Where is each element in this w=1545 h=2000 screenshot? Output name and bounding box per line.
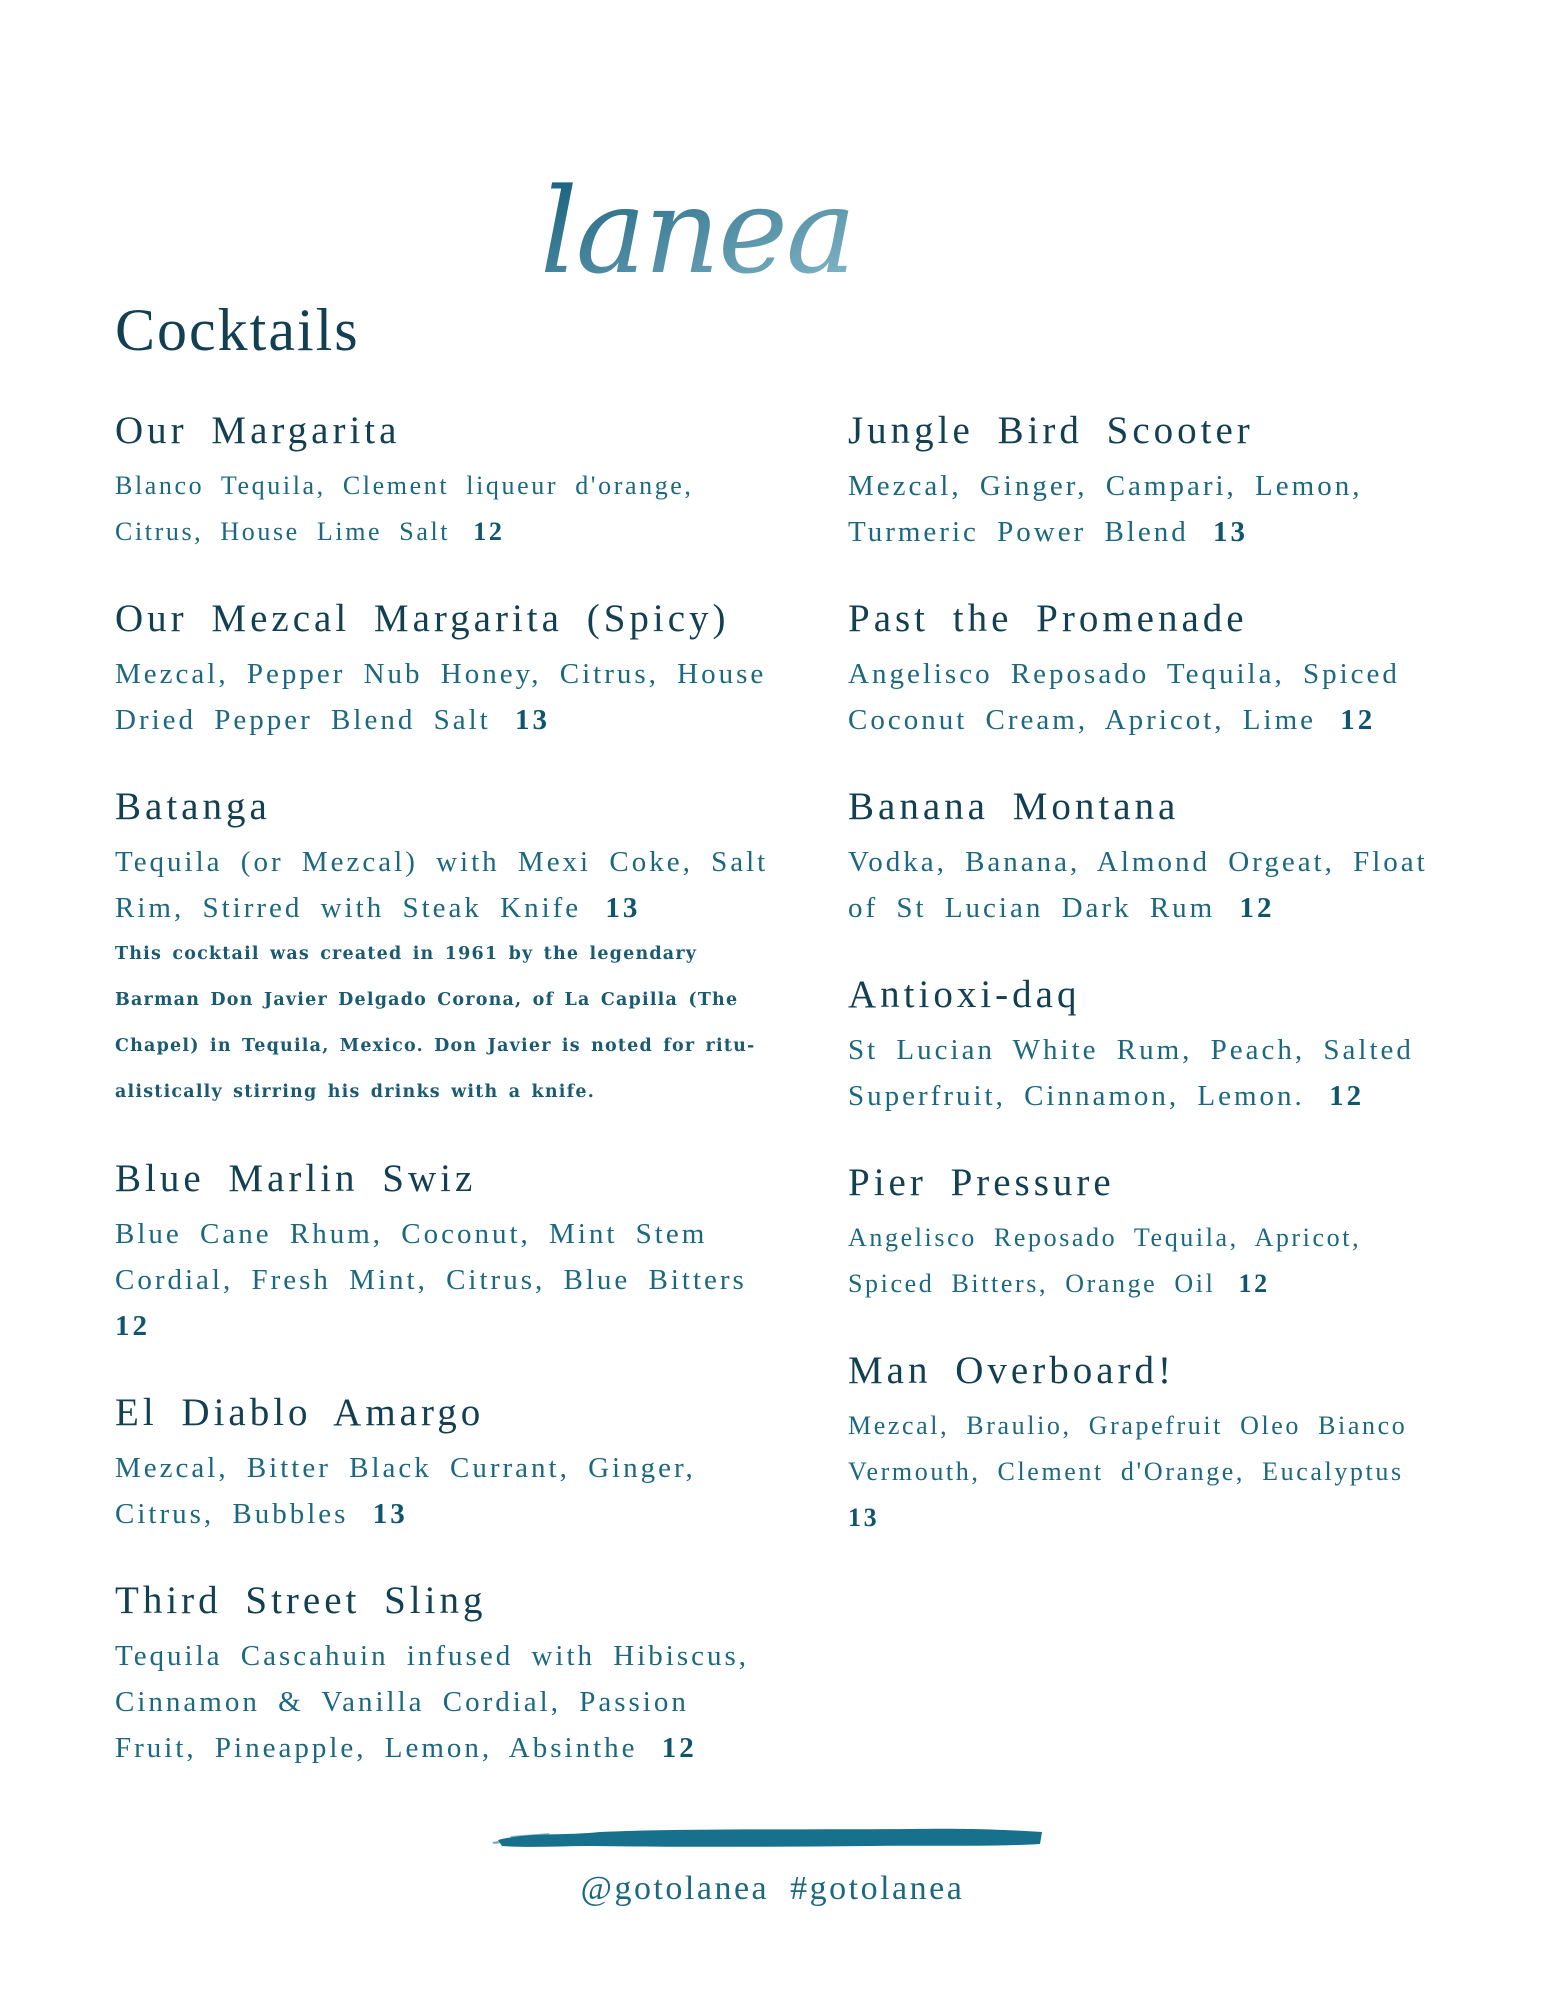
item-name: Banana Montana: [848, 785, 1180, 828]
menu-item-man-overboard: [848, 1345, 1448, 1541]
item-note: This cocktail was created in 1961 by the legendary Barman Don Javier Delgado Corona, of La Capilla (The Chapel) in Tequila, Mexico. Don Javier is noted for ritu-alistically stirring his drinks with a knife.: [115, 944, 756, 1102]
item-description: Mezcal, Braulio, Grapefruit Oleo Bianco Vermouth, Clement d'Orange, Eucalyptus 13: [848, 1411, 1408, 1532]
item-price: 13: [587, 892, 641, 924]
item-description: Mezcal, Ginger, Campari, Lemon, Turmeric Power Blend 13: [848, 470, 1363, 548]
item-name: Past the Promenade: [848, 597, 1248, 640]
lanea-script-logo: [536, 170, 1006, 300]
menu-item-our-margarita: [115, 405, 775, 555]
item-price: 13: [848, 1503, 880, 1532]
item-name: Blue Marlin Swiz: [115, 1157, 477, 1200]
right-column: [848, 405, 1448, 1579]
item-description: Tequila (or Mezcal) with Mexi Coke, Salt Rim, Stirred with Steak Knife 13: [115, 846, 769, 924]
menu-item-banana-montana: [848, 781, 1448, 931]
item-description: Angelisco Reposado Tequila, Apricot, Spiced Bitters, Orange Oil 12: [848, 1223, 1362, 1298]
brush-stroke-divider: [490, 1820, 1050, 1856]
item-price: 12: [456, 517, 505, 546]
item-name: Antioxi-daq: [848, 973, 1081, 1016]
menu-item-antioxi-daq: [848, 969, 1448, 1119]
menu-item-pier-pressure: [848, 1157, 1448, 1307]
item-name: Our Margarita: [115, 409, 401, 452]
menu-item-batanga: [115, 781, 775, 1115]
item-name: Pier Pressure: [848, 1161, 1115, 1204]
item-price: 13: [1194, 516, 1248, 548]
item-name: Man Overboard!: [848, 1349, 1175, 1392]
menu-item-el-diablo-amargo: [115, 1387, 775, 1537]
item-description: Angelisco Reposado Tequila, Spiced Coconut Cream, Apricot, Lime 12: [848, 658, 1400, 736]
left-column: [115, 405, 775, 1809]
item-description: Blue Cane Rhum, Coconut, Mint Stem Cordial, Fresh Mint, Citrus, Blue Bitters 12: [115, 1218, 747, 1342]
brand-logo: [536, 170, 1006, 300]
item-description: Vodka, Banana, Almond Orgeat, Float of St Lucian Dark Rum 12: [848, 846, 1428, 924]
item-name: El Diablo Amargo: [115, 1391, 485, 1434]
item-description: Blanco Tequila, Clement liqueur d'orange, Citrus, House Lime Salt 12: [115, 471, 694, 546]
item-description: Tequila Cascahuin infused with Hibiscus, Cinnamon & Vanilla Cordial, Passion Fruit, Pineapple, Lemon, Absinthe 12: [115, 1640, 750, 1764]
item-name: Third Street Sling: [115, 1579, 487, 1622]
item-name: Our Mezcal Margarita (Spicy): [115, 597, 730, 640]
item-price: 12: [1310, 1080, 1365, 1112]
brush-stroke-shape: [490, 1820, 1050, 1856]
item-price: 13: [354, 1498, 408, 1530]
menu-item-past-the-promenade: [848, 593, 1448, 743]
item-description: St Lucian White Rum, Peach, Salted Superfruit, Cinnamon, Lemon. 12: [848, 1034, 1414, 1112]
menu-item-jungle-bird-scooter: [848, 405, 1448, 555]
item-name: Jungle Bird Scooter: [848, 409, 1254, 452]
item-price: 12: [115, 1310, 150, 1342]
section-title: Cocktails: [115, 297, 360, 363]
item-price: 12: [1322, 704, 1376, 736]
item-name: Batanga: [115, 785, 271, 828]
item-price: 12: [1221, 1269, 1270, 1298]
item-price: 13: [496, 704, 550, 736]
menu-item-blue-marlin-swiz: [115, 1153, 775, 1349]
menu-item-third-street-sling: [115, 1575, 775, 1771]
item-price: 12: [1221, 892, 1275, 924]
menu-item-our-mezcal-margarita: [115, 593, 775, 743]
item-description: Mezcal, Bitter Black Currant, Ginger, Citrus, Bubbles 13: [115, 1452, 696, 1530]
item-price: 12: [643, 1732, 697, 1764]
item-description: Mezcal, Pepper Nub Honey, Citrus, House Dried Pepper Blend Salt 13: [115, 658, 767, 736]
logo-text: lanea: [540, 170, 855, 300]
social-handles: @gotolanea #gotolanea: [580, 1870, 965, 1907]
